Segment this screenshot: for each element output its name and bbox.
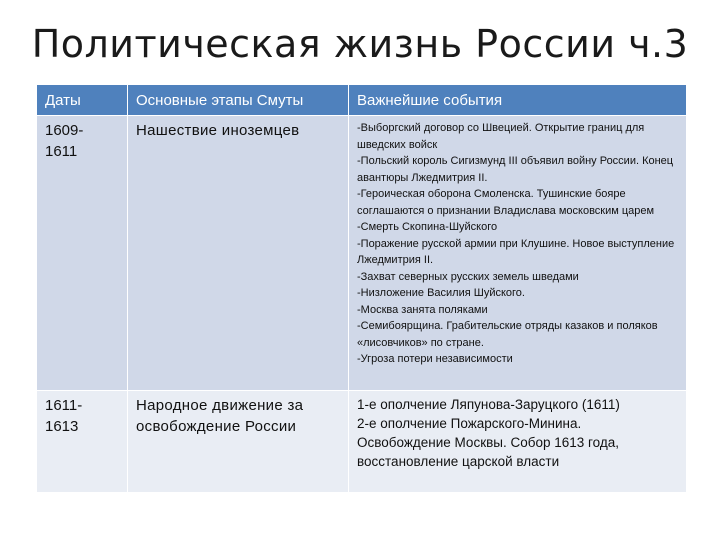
row-stage: Нашествие иноземцев [128, 116, 349, 391]
event-item: -Поражение русской армии при Клушине. Новое выступление Лжедмитрия II. [357, 237, 675, 266]
row-dates [37, 116, 128, 391]
event-item: -Польский король Сигизмунд III объявил войну России. Конец авантюры Лжедмитрия II. [357, 155, 674, 184]
table-row [37, 116, 687, 391]
events-table [36, 84, 687, 493]
slide-title: Политическая жизнь России ч.3 [31, 22, 689, 66]
row-dates [37, 391, 128, 493]
event-item: -Героическая оборона Смоленска. Тушинские бояре соглашаются о признании Владислава московским царем [357, 188, 655, 217]
date-start: 1609- 1611 [45, 122, 84, 160]
table-row [37, 391, 687, 493]
event-item: -Семибоярщина. Грабительские отряды казаков и поляков «лисовчиков» по стране. [357, 320, 658, 349]
header-dates: Даты [37, 85, 128, 116]
row-events [349, 391, 687, 493]
event-item: 2-е ополчение Пожарского-Минина. [357, 416, 582, 431]
event-item: -Смерть Скопина-Шуйского [357, 221, 498, 233]
event-item: -Низложение Василия Шуйского. [357, 287, 525, 299]
header-stages: Основные этапы Смуты [128, 85, 349, 116]
event-item: -Захват северных русских земель шведами [357, 270, 579, 283]
event-item: -Москва занята поляками [357, 303, 488, 316]
row-stage: Народное движение за освобождение России [128, 391, 349, 493]
date-start: 1611- 1613 [45, 397, 83, 435]
header-events: Важнейшие события [349, 85, 687, 116]
event-item: 1-е ополчение Ляпунова-Заруцкого (1611) [357, 397, 620, 412]
event-item: -Угроза потери независимости [357, 353, 513, 365]
row-events [349, 116, 687, 391]
event-item: Освобождение Москвы. Собор 1613 года, восстановление царской власти [357, 435, 619, 469]
table-header-row [37, 85, 687, 116]
event-item: -Выборгский договор со Швецией. Открытие границ для шведских войск [357, 122, 645, 151]
